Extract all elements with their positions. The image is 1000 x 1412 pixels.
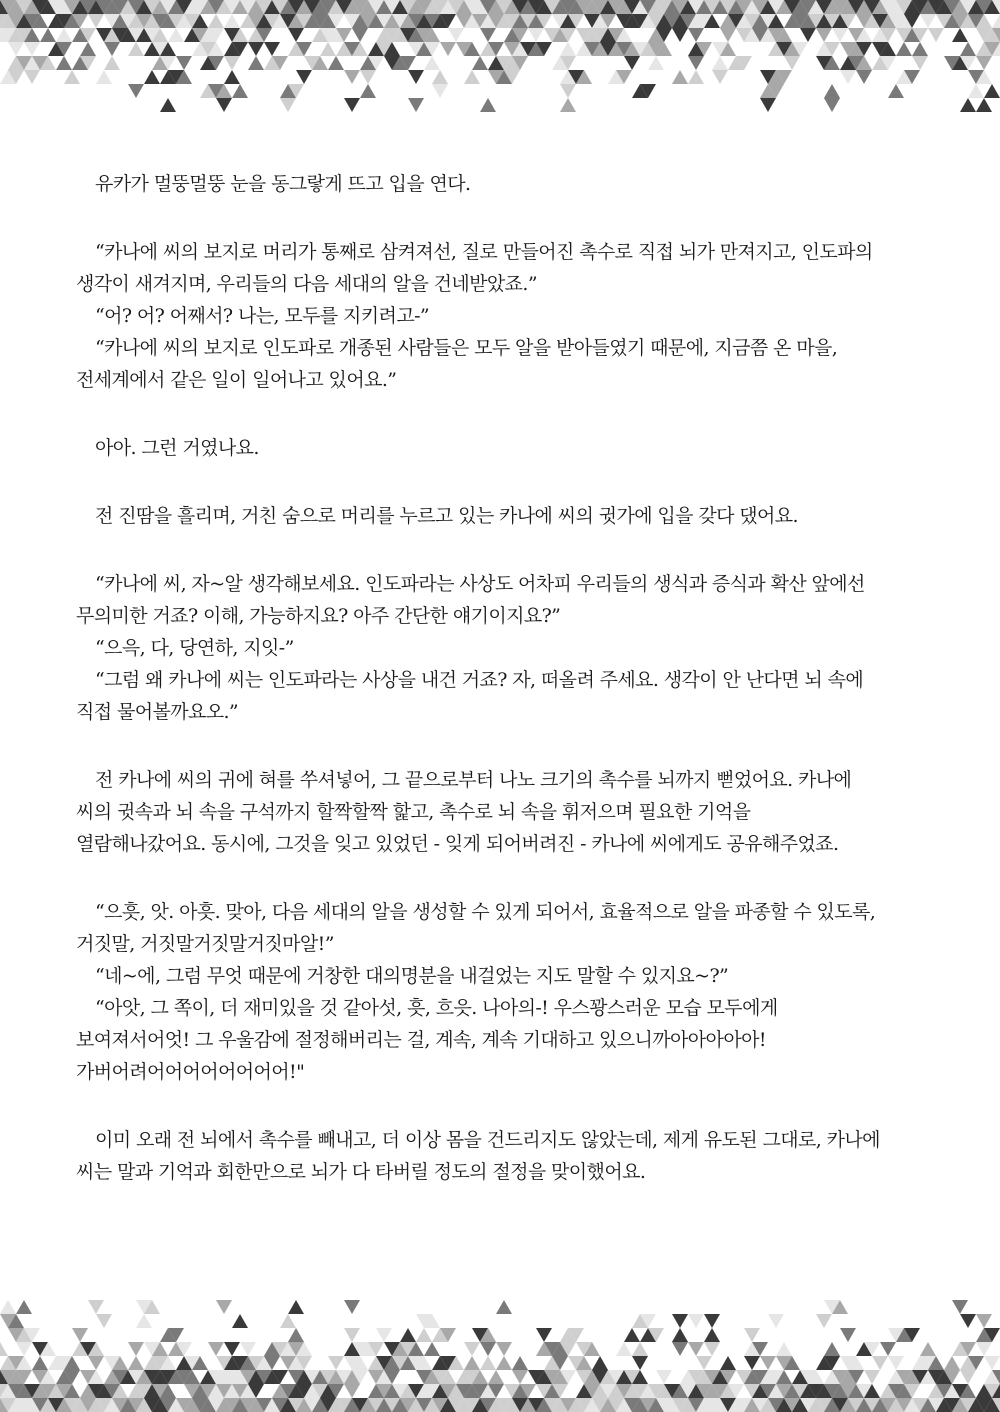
border-triangle bbox=[144, 70, 160, 84]
border-triangle bbox=[920, 1342, 936, 1356]
border-triangle bbox=[648, 56, 664, 70]
border-triangle bbox=[208, 14, 224, 28]
border-triangle bbox=[592, 1356, 608, 1370]
border-triangle bbox=[824, 84, 840, 98]
border-triangle bbox=[264, 42, 280, 56]
border-triangle bbox=[672, 1328, 688, 1342]
border-triangle bbox=[408, 98, 424, 112]
border-triangle bbox=[344, 98, 360, 112]
border-triangle bbox=[960, 42, 976, 56]
border-triangle bbox=[160, 98, 176, 112]
border-triangle bbox=[320, 42, 336, 56]
border-triangle bbox=[464, 1342, 480, 1356]
border-triangle bbox=[32, 1356, 48, 1370]
border-triangle bbox=[960, 98, 976, 112]
border-triangle bbox=[96, 1314, 112, 1328]
border-triangle bbox=[952, 28, 968, 42]
paragraph-2-line-4: “카나에 씨의 보지로 인도파로 개종된 사람들은 모두 알을 받아들였기 때문에, 지금쯤 온 마을, bbox=[95, 337, 838, 359]
border-triangle bbox=[712, 56, 728, 70]
border-triangle bbox=[696, 1356, 712, 1370]
border-triangle bbox=[672, 28, 688, 42]
border-triangle bbox=[480, 1342, 496, 1356]
paragraph-1-line-1: 유카가 멀뚱멀뚱 눈을 동그랗게 뜨고 입을 연다. bbox=[95, 173, 471, 195]
border-triangle bbox=[216, 98, 232, 112]
border-triangle bbox=[400, 1328, 416, 1342]
border-triangle bbox=[776, 1342, 792, 1356]
border-triangle bbox=[40, 28, 56, 42]
border-triangle bbox=[344, 1384, 360, 1398]
border-triangle bbox=[464, 70, 480, 84]
border-triangle bbox=[280, 1314, 296, 1328]
border-triangle bbox=[88, 14, 104, 28]
paragraph-2-line-5: 전세계에서 같은 일이 일어나고 있어요.” bbox=[76, 369, 397, 391]
border-triangle bbox=[360, 70, 376, 84]
border-triangle bbox=[864, 1370, 880, 1384]
border-triangle bbox=[928, 28, 944, 42]
border-triangle bbox=[288, 28, 304, 42]
border-triangle bbox=[480, 98, 496, 112]
border-triangle bbox=[0, 1300, 16, 1314]
border-triangle bbox=[344, 70, 360, 84]
border-triangle bbox=[280, 98, 296, 112]
paragraph-2-line-1: “카나에 씨의 보지로 머리가 통째로 삼켜져선, 질로 만들어진 촉수로 직접 뇌가 만져지고, 인도파의 bbox=[95, 241, 873, 263]
border-triangle bbox=[56, 28, 72, 42]
border-triangle bbox=[840, 70, 856, 84]
border-triangle bbox=[216, 1300, 232, 1314]
border-triangle bbox=[248, 56, 264, 70]
border-triangle bbox=[960, 1314, 976, 1328]
border-triangle bbox=[128, 84, 144, 98]
border-triangle bbox=[248, 42, 264, 56]
border-triangle bbox=[480, 1356, 496, 1370]
paragraph-7-line-5: 보여져서어엇! 그 우울감에 절정해버리는 걸, 계속, 계속 기대하고 있으니까아아아아아! bbox=[76, 1029, 766, 1051]
border-triangle bbox=[632, 1356, 648, 1370]
border-triangle bbox=[288, 1328, 304, 1342]
top-border-pattern bbox=[0, 0, 1000, 112]
bottom-triangle-border bbox=[0, 1300, 1000, 1412]
border-triangle bbox=[816, 1314, 832, 1328]
border-triangle bbox=[208, 1342, 224, 1356]
border-triangle bbox=[760, 98, 776, 112]
border-triangle bbox=[984, 1356, 1000, 1370]
paragraph-7-line-3: “네~에, 그럼 무엇 때문에 거창한 대의명분을 내걸었는 지도 말할 수 있지요~?” bbox=[95, 965, 729, 987]
paragraph-5-line-1: “카나에 씨, 자~알 생각해보세요. 인도파라는 사상도 어차피 우리들의 생식과 증식과 확산 앞에선 bbox=[95, 573, 865, 595]
border-triangle bbox=[288, 1300, 304, 1314]
border-triangle bbox=[128, 1356, 144, 1370]
border-triangle bbox=[0, 1342, 8, 1356]
story-text bbox=[76, 168, 926, 1188]
border-triangle bbox=[232, 84, 248, 98]
border-triangle bbox=[672, 1314, 688, 1328]
border-triangle bbox=[224, 56, 240, 70]
border-triangle bbox=[704, 1328, 720, 1342]
border-triangle bbox=[64, 70, 80, 84]
border-triangle bbox=[464, 1356, 480, 1370]
paragraph-8-line-2: 씨는 말과 기억과 회한만으로 뇌가 다 타버릴 정도의 절정을 맞이했어요. bbox=[76, 1161, 646, 1183]
paragraph-7-line-1: “으흣, 앗. 아흣. 맞아, 다음 세대의 알을 생성할 수 있게 되어서, 효율적으로 알을 파종할 수 있도록, bbox=[95, 901, 876, 923]
border-triangle bbox=[560, 98, 576, 112]
border-triangle bbox=[128, 42, 144, 56]
border-triangle bbox=[920, 14, 936, 28]
border-triangle bbox=[376, 1328, 392, 1342]
top-triangle-border bbox=[0, 0, 1000, 112]
border-triangle bbox=[832, 28, 848, 42]
border-triangle bbox=[816, 28, 832, 42]
border-triangle bbox=[824, 98, 840, 112]
border-triangle bbox=[480, 28, 496, 42]
border-triangle bbox=[24, 42, 40, 56]
border-triangle bbox=[88, 1356, 104, 1370]
border-triangle bbox=[688, 28, 704, 42]
border-triangle bbox=[240, 1342, 256, 1356]
border-triangle bbox=[128, 1342, 144, 1356]
border-triangle bbox=[912, 42, 928, 56]
border-triangle bbox=[784, 56, 800, 70]
border-triangle bbox=[424, 1342, 440, 1356]
border-triangle bbox=[328, 56, 344, 70]
border-triangle bbox=[104, 56, 120, 70]
border-triangle bbox=[912, 56, 928, 70]
border-triangle bbox=[560, 42, 576, 56]
border-triangle bbox=[296, 70, 312, 84]
border-triangle bbox=[448, 28, 464, 42]
border-triangle bbox=[352, 28, 368, 42]
border-triangle bbox=[952, 1300, 968, 1314]
border-triangle bbox=[872, 1356, 888, 1370]
border-triangle bbox=[616, 1342, 632, 1356]
border-triangle bbox=[344, 1300, 360, 1314]
border-triangle bbox=[992, 14, 1000, 28]
border-triangle bbox=[224, 14, 240, 28]
border-triangle bbox=[880, 1342, 896, 1356]
border-triangle bbox=[840, 1328, 856, 1342]
border-triangle bbox=[416, 1328, 432, 1342]
border-triangle bbox=[968, 84, 984, 98]
border-triangle bbox=[688, 56, 704, 70]
paragraph-2-line-2: 생각이 새겨지며, 우리들의 다음 세대의 알을 건네받았죠.” bbox=[76, 273, 537, 295]
border-triangle bbox=[688, 1342, 704, 1356]
border-triangle bbox=[800, 28, 816, 42]
border-triangle bbox=[424, 56, 440, 70]
paragraph-6-line-3: 열람해나갔어요. 동시에, 그것을 잊고 있었던 - 잊게 되어버려진 - 카나에 씨에게도 공유해주었죠. bbox=[76, 833, 839, 855]
border-triangle bbox=[168, 28, 184, 42]
border-triangle bbox=[88, 1300, 104, 1314]
border-triangle bbox=[496, 1342, 512, 1356]
border-triangle bbox=[672, 70, 688, 84]
border-triangle bbox=[8, 42, 24, 56]
border-triangle bbox=[768, 1314, 784, 1328]
border-triangle bbox=[672, 1342, 688, 1356]
paragraph-7-line-2: 거짓말, 거짓말거짓말거짓마알!” bbox=[76, 933, 334, 955]
border-triangle bbox=[440, 42, 456, 56]
paragraph-7-line-4: “아앗, 그 쪽이, 더 재미있을 것 같아섯, 흣, 흐읏. 나아의-! 우스꽝스러운 모습 모두에게 bbox=[95, 997, 778, 1019]
border-triangle bbox=[536, 1328, 552, 1342]
border-triangle bbox=[984, 84, 1000, 98]
border-triangle bbox=[176, 56, 192, 70]
border-triangle bbox=[56, 56, 72, 70]
border-triangle bbox=[712, 70, 728, 84]
border-triangle bbox=[496, 1300, 512, 1314]
paragraph-4-line-1: 전 진땀을 흘리며, 거친 숨으로 머리를 누르고 있는 카나에 씨의 귓가에 입을 갖다 댔어요. bbox=[95, 505, 798, 527]
border-triangle bbox=[512, 1370, 528, 1384]
border-triangle bbox=[136, 1314, 152, 1328]
border-triangle bbox=[224, 70, 240, 84]
border-triangle bbox=[720, 28, 736, 42]
border-triangle bbox=[528, 28, 544, 42]
border-triangle bbox=[824, 1342, 840, 1356]
border-triangle bbox=[496, 1356, 512, 1370]
border-triangle bbox=[624, 56, 640, 70]
border-triangle bbox=[24, 70, 40, 84]
border-triangle bbox=[408, 70, 424, 84]
border-triangle bbox=[104, 42, 120, 56]
paragraph-5-line-5: 직접 물어볼까요오.” bbox=[76, 701, 239, 723]
paragraph-5-line-2: 무의미한 거죠? 이해, 가능하지요? 아주 간단한 얘기이지요?” bbox=[76, 605, 561, 627]
bottom-border-pattern bbox=[0, 1300, 1000, 1412]
border-triangle bbox=[472, 56, 488, 70]
border-triangle bbox=[72, 1328, 88, 1342]
paragraph-5-line-3: “으윽, 다, 당연하, 지잇-” bbox=[95, 637, 294, 659]
border-triangle bbox=[960, 1370, 976, 1384]
border-triangle bbox=[688, 70, 704, 84]
border-triangle bbox=[976, 1342, 992, 1356]
border-triangle bbox=[944, 1356, 960, 1370]
border-triangle bbox=[656, 1370, 672, 1384]
border-triangle bbox=[232, 1314, 248, 1328]
border-triangle bbox=[344, 1328, 360, 1342]
paragraph-6-line-1: 전 카나에 씨의 귀에 혀를 쑤셔넣어, 그 끝으로부터 나노 크기의 촉수를 뇌까지 뻗었어요. 카나에 bbox=[95, 769, 852, 791]
paragraph-3-line-1: 아아. 그런 거였나요. bbox=[95, 437, 259, 459]
border-triangle bbox=[624, 1328, 640, 1342]
border-triangle bbox=[744, 1356, 760, 1370]
border-triangle bbox=[632, 1342, 648, 1356]
border-triangle bbox=[488, 1370, 504, 1384]
border-triangle bbox=[560, 84, 576, 98]
border-triangle bbox=[432, 84, 448, 98]
paragraph-6-line-2: 씨의 귓속과 뇌 속을 구석까지 할짝할짝 핥고, 촉수로 뇌 속을 휘저으며 필요한 기억을 bbox=[76, 801, 751, 823]
border-triangle bbox=[16, 1342, 32, 1356]
paragraph-8-line-1: 이미 오래 전 뇌에서 촉수를 빼내고, 더 이상 몸을 건드리지도 않았는데, 제게 유도된 그대로, 카나에 bbox=[95, 1129, 880, 1151]
paragraph-5-line-4: “그럼 왜 카나에 씨는 인도파라는 사상을 내건 거죠? 자, 떠올려 주세요. 생각이 안 난다면 뇌 속에 bbox=[95, 669, 864, 691]
border-triangle bbox=[704, 1314, 720, 1328]
border-triangle bbox=[328, 1356, 344, 1370]
border-triangle bbox=[888, 1356, 904, 1370]
border-triangle bbox=[720, 1356, 736, 1370]
border-triangle bbox=[224, 1342, 240, 1356]
border-triangle bbox=[744, 1328, 760, 1342]
border-triangle bbox=[976, 56, 992, 70]
border-triangle bbox=[704, 1342, 720, 1356]
border-triangle bbox=[360, 84, 376, 98]
border-triangle bbox=[896, 42, 912, 56]
border-triangle bbox=[16, 1300, 32, 1314]
border-triangle bbox=[760, 1356, 776, 1370]
border-triangle bbox=[432, 70, 448, 84]
border-triangle bbox=[96, 70, 112, 84]
border-triangle bbox=[688, 1314, 704, 1328]
border-triangle bbox=[976, 1314, 992, 1328]
border-triangle bbox=[976, 98, 992, 112]
border-triangle bbox=[888, 84, 904, 98]
border-triangle bbox=[856, 70, 872, 84]
paragraph-7-line-6: 가버어려어어어어어어어어!" bbox=[76, 1061, 305, 1083]
paragraph-2-line-3: “어? 어? 어째서? 나는, 모두를 지키려고-” bbox=[95, 305, 430, 327]
border-triangle bbox=[80, 42, 96, 56]
border-triangle bbox=[512, 1356, 528, 1370]
